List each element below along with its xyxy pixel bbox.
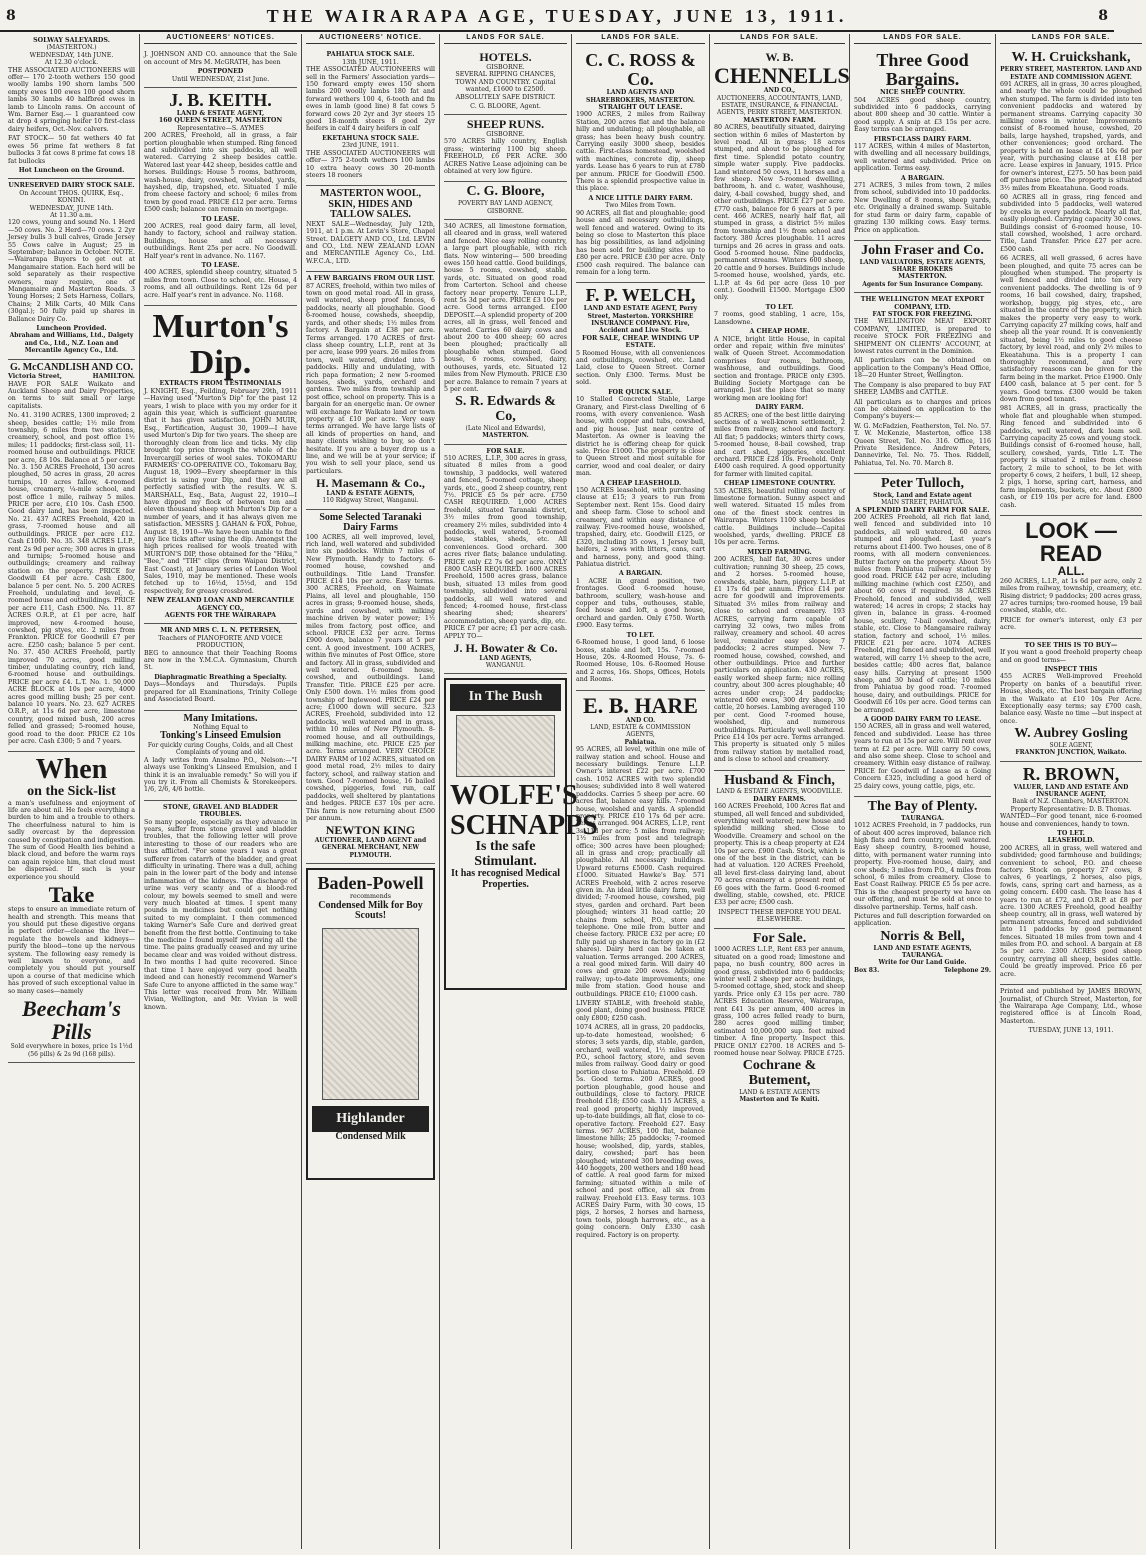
bay-of-plenty-body: 1012 ACRES Freehold, in 7 paddocks, run of about 400 acres improved, balance rich high flats and fern country, well watered. Easy sheep country, 8-roomed house, ditto, with permanent water running into property. Five-roomed house, dairy, and cow sheds; 3 miles from P.O., 4 miles from school, 6 miles from creamery. Close to East Coast Railway. PRICE £5 5s per acre. This is the cheapest property we have on our offering, and must be sold at once to dissolve partnership. Terms, half cash. — [854, 822, 991, 911]
brown-body: 200 ACRES, all in grass, well watered and subdivided; good farmhouse and buildings; convenient to school, P.O. and cheese factory. Stock on property 27 cows, 8 calves, 6 yearlings, 2 horses, also pigs, fowls, cans, spring cart and harness, as a going concern. £400 cash. The lease has 4 years to run at £72, and O.R.P. at £8 per acre. 1300 ACRES Freehold, good healthy sheep country, all in grass, well watered by permanent streams, fenced and subdivided into 11 paddocks by good permanent fences. Situated 18 miles from town and 4 miles from P.O. and school. A bargain at £8 5s per acre. 2300 ACRES good sheep country, carrying all sheep, besides cattle. Could be greatly improved. Price £6 per acre. — [1000, 844, 1142, 978]
cruickshank-sub: PERRY STREET, MASTERTON. LAND AND ESTATE AND COMMISSION AGENT. — [1000, 66, 1142, 81]
lease-farm-body: 150 ACRES, all in grass and well watered, fenced and subdivided. Lease has three years to run at 15s per acre. Will rent over term at £2 per acre. Will carry 50 cows, and also some sheep. Close to school and creamery. Within easy distance of railway. PRICE for Goodwill of Lease as a Going Concern £325, including a good herd of 25 dairy cows, young cattle, pigs, etc. — [854, 723, 991, 790]
petersen-title: MR AND MRS C. L. N. PETERSEN, — [160, 627, 281, 635]
wool-sales-body: NEXT SALE—Wednesday, July 12th, 1911, at 1 p.m. At Levin's Store, Chapel Street. DALGETY AND CO., Ltd. LEVIN and CO., Ltd. NEW ZEALAND LOAN and MERCANTILE Agency Co., Ltd. W.F.C.A., LTD. — [306, 220, 435, 265]
beechams-take-body: steps to ensure an immediate return of health and strength. This means that you should put these digestive organs in perfect order—cleanse the liver—regulate the bowels and kidneys—purify the blood—tone up the nervous system. The following easy remedy is well known to everyone, and completely you should put yourself upon a course of that medicine which has proved of such exceptional value in so many cases—namely — [8, 906, 135, 995]
cheap-leasehold-title: A CHEAP LEASEHOLD. — [599, 479, 682, 487]
highlander-ad — [306, 868, 435, 1180]
husband-finch-ad — [714, 771, 845, 929]
brown-to-let: TO LET. — [1057, 829, 1085, 837]
masemann-address: 110 Ridgway Street, Wanganui. — [322, 497, 419, 505]
cruickshank-title: W. H. Cruickshank, — [1011, 50, 1131, 66]
luncheon: Hot Luncheon on the Ground. — [18, 166, 125, 174]
splendid-title: A SPLENDID DAIRY FARM FOR SALE. — [855, 506, 990, 514]
newton-king-sub: AUCTIONEER, LAND AGENT and GENERAL MERCHANT, NEW PLYMOUTH. — [314, 837, 427, 859]
column-3-header: AUCTIONEERS' NOTICE. — [306, 34, 435, 44]
nice-sheep-title: NICE SHEEP COUNTRY. — [879, 89, 966, 97]
chennells-ad — [714, 48, 850, 770]
keith-ad — [144, 88, 297, 306]
beechams-when: When — [35, 754, 108, 786]
solway-date: WEDNESDAY, 14th JUNE. — [29, 51, 114, 59]
nice-farm-title: A NICE LITTLE DAIRY FARM. — [588, 194, 693, 202]
fat-stock-title: FAT STOCK FOR FREEZING. — [872, 311, 973, 319]
chennells-sub: AUCTIONEERS, ACCOUNTANTS, LAND, ESTATE, INSURANCE, & FINANCIAL AGENTS, PERRY STREET, MASTERTON. — [716, 94, 843, 117]
cruickshank-body-2: 60 ACRES all in grass, ring fenced and subdivided into 5 paddocks, well watered by creeks in every paddock. Nearly all flat, easily ploughed. Carrying capacity 30 cows. Buildings consist of 6-roomed house, 10-stall cowshed, woolshed, 1 acre orchard. Title, Land Transfer. Price £27 per acre. £500 cash. — [1000, 194, 1142, 253]
first-class-body: 117 ACRES, within 4 miles of Masterton, with dwelling and all necessary buildings, well watered and subdivided. Price on application. Terms easy. — [854, 143, 991, 173]
wolfes-ad — [444, 678, 598, 990]
gosling-ad — [1000, 639, 1142, 762]
tauranga-title: TAURANGA. — [900, 814, 945, 822]
ross-sub: LAND AGENTS AND SHAREBROKERS, MASTERTON. — [585, 89, 695, 104]
keith-lease1: 200 ACRES, real good dairy farm, all level, handy to factory, school and railway station. Buildings, house and all necessary outbuildings. Rent 25s per acre. No Goodwill. Half year's rent in advance. No. 1167. — [144, 223, 297, 260]
straight-lease-title: STRAIGHT OUT LEASE. — [598, 104, 683, 111]
look-read-ad — [1000, 516, 1142, 639]
nice-sheep-body: 504 ACRES good sheep country, subdivided into 6 paddocks, carrying about 800 sheep and 30 cattle. Winter a good supply. A snip at £3 15s per acre. Easy terms can be arranged. — [854, 96, 991, 134]
hotels-ad — [444, 48, 567, 115]
edwards-sub: (Late Nicol and Edwards), — [465, 424, 546, 432]
limestone-body: 535 ACRES, beautiful rolling country of limestone formation. Sunny aspect and well watered. Situated 15 miles from one of the finest stock centres in Wairarapa. Winters 1100 sheep besides cattle. Buildings include—Capital woolshed, yards, dwelling. PRICE £8 10s per acre. Terms. — [714, 487, 845, 547]
fraser-place: MASTERTON. — [898, 273, 947, 281]
sheep-runs-body: 570 ACRES hilly country, English grass; wintering 1100 big sheep. FREEHOLD, £6 PER ACRE. 300 ACRES Native Lease adjoining can be obtained at very low figure. — [444, 138, 567, 176]
unreserved-date: WEDNESDAY, JUNE 14th. — [29, 204, 114, 212]
norris-title: Norris & Bell, — [880, 928, 965, 944]
column-6-header: LANDS FOR SALE. — [714, 34, 845, 44]
stone-title: STONE, GRAVEL AND BLADDER TROUBLES. — [163, 803, 278, 819]
see-this-body: If you want a good freehold property cheap and on good terms— — [1000, 649, 1142, 664]
chennells-wb: W. B. — [765, 50, 794, 65]
petersen-diaphragm: Diaphragmatic Breathing a Specialty. — [154, 673, 287, 681]
brown-leasehold: LEASEHOLD. — [1047, 837, 1095, 845]
highlander-condensed-milk: Condensed Milk — [335, 1131, 406, 1143]
bowater-title: J. H. Bowater & Co. — [453, 641, 558, 656]
hare-co: AND CO. — [625, 716, 656, 724]
johnson-ad — [144, 48, 297, 88]
mccandlish-street: Victoria Street, — [8, 373, 62, 381]
norris-box: Box 83. — [854, 966, 880, 974]
petersen-days: Days—Mondays and Thursdays. Pupils prepared for all Examinations, Trinity College and Associated Board. — [144, 681, 297, 704]
cheap-title: FOR SALE, CHEAP. WINDING UP ESTATE. — [582, 334, 699, 350]
nzloan: NEW ZEALAND LOAN AND MERCANTILE AGENCY CO., — [146, 597, 295, 612]
beechams-sick-list: on the Sick-list — [27, 783, 116, 799]
husband-finch-title: Husband & Finch, — [724, 772, 835, 788]
mccandlish-listings: No. 41. 3190 ACRES, 1300 improved; 2 sheep, besides cattle; 1½ mile from township, 6 miles from two stations, creamery, school, and post office 1½ miles; 11 paddocks; first-class soil, 11-roomed house and outbuildings. PRICE per acre, £8 10s. Balance at 5 per cent. No. 3. 150 ACRES Freehold, 130 acres ploughed, 50 acres in grass, 20 acres turnips, 10 acres fallow, 4-roomed house, creamery, ¼-mile school, and post office 1 mile, railway 5 miles. PRICE per acre, £10 10s. Cash £500. Good dairy land, has been inspected. No. 21. 437 ACRES Freehold, 420 in grass, 7-roomed house and all outbuildings. PRICE per acre £12. Cash £1000. No. 35. 348 ACRES L.I.P., rent 2s 9d per acre; 300 acres in grass and turnips; 5-roomed house and outbuildings; creamery and railway station on the property. PRICE for Goodwill £4 per acre. Cash £800, balance 5 per cent. No. 5. 200 ACRES Freehold, undulating and level, 6-roomed house and outbuildings. PRICE per acre £11, Cash £500. No. 11. 87 ACRES O.R.P., at £1 per acre, half improved, new 4-roomed house, cowshed, pig styes, etc. 2 miles from Frankton. PRICE for Goodwill £7 per acre. £250 cash; balance 5 per cent. No. 37. 450 ACRES Freehold, partly improved 70 acres, good milling timber, undulating country, rich land, 6-roomed house and outbuildings. PRICE per acre £4. L.T. No. 1. 50,000 ACRE BLOCK at 10s per acre, 4000 acres good milling bush; 25 per cent. balance 10 years. No. 23. 627 ACRES O.R.P., at 11s 6d per acre, limestone country, good mixed bush, 200 acres felled and grassed; 5-roomed house, good road to the door. PRICE £2 10s per acre. Cash £300; 5 and 7 years. — [8, 412, 135, 746]
column-8-header: LANDS FOR SALE. — [1000, 34, 1142, 44]
look-read-all: ALL. — [1057, 564, 1085, 579]
wellington-buyers-list: W. G. McFadzien, Featherston, Tel. No. 57. T. W. McKenzie, Masterton, office 138 Queen Street, Tel. No. 316. Office, 116 Private Residence. Andrew Peters, Dannevirke, Tel. No. 75. Thos. Riddell, Pahiatua, Tel. No. 70. March 8. — [854, 422, 991, 467]
murton-ad — [144, 306, 297, 624]
brown-sub: VALUER, LAND AND ESTATE AND INSURANCE AGENT, — [1013, 783, 1129, 798]
livery-body: LIVERY STABLE, with freehold stable, good plant, doing good business. PRICE only £800; £250 cash. — [576, 1000, 705, 1022]
mccandlish-town: HAMILTON. — [92, 373, 135, 381]
mixed-farming-body: 200 ACRES, half flat, 30 acres under cultivation; running 30 sheep, 25 cows, and 2 horses. 5-roomed house, cowsheds, stable, barn, piggery. L.I.P. at £1 17s 6d per annum. Price £14 per acre for goodwill and improvements. Situated 3½ miles from railway and close to school and creamery. 193 ACRES, carrying farm capable of carrying 32 cows, two miles from railway, creamery and school. 40 acres level, remainder easy slopes; 7 paddocks; 2 acres stumped. New 7-roomed house, cowshed, cowshed, and other outbuildings. Price and further particulars on application. 430 ACRES, easily worked sheep farm; nice rolling country, about 300 acres ploughable; 40 acres under crop; 24 paddocks; wintered 600 ewes, 300 dry sheep, 30 cattle, 20 horses. Lambing averaged 110 per cent. Good 7-roomed house, woolshed, dip, and numerous outbuildings. Particularly well sheltered. Price £14 10s per acre. Terms arranged. This property is situated only 5 miles from railway station by metalled road, and is close to school and creamery. — [714, 556, 845, 764]
murton-extracts: EXTRACTS FROM TESTIMONIALS — [159, 380, 282, 388]
keith-to-lease-2: TO LEASE. — [201, 262, 240, 270]
unreserved-ad — [8, 179, 135, 359]
solway-ad — [8, 34, 135, 179]
dairy-farm-body: 85 ACRES; one of the best little dairying sections of a well-known settlement, 2 miles from railway, school and factory. All flat; 5 paddocks; winters thirty cows, 5-roomed house, 8-bail cowshed, trap and cart shed, piggeries, excellent orchard. PRICE £28 10s. Freehold. Only £400 cash required. A good opportunity for farmer with limited capital. — [714, 411, 845, 478]
limestone-title: CHEAP LIMESTONE COUNTRY. — [723, 480, 836, 488]
tulloch-sub: Stock, Land and Estate agent — [873, 491, 972, 499]
column-5 — [572, 34, 710, 1549]
keith-rep: Representative—S. AYMES — [177, 124, 264, 132]
petersen-ad — [144, 624, 297, 710]
bargains-title: A FEW BARGAINS FROM OUR LIST. — [306, 275, 435, 283]
pahiatua-ad — [306, 48, 435, 186]
first-class-title: FIRST-CLASS DAIRY FARM. — [873, 135, 972, 143]
petersen-sub: Teachers of PIANOFORTE AND VOICE PRODUCTION, — [158, 634, 283, 650]
column-2 — [140, 34, 302, 1549]
quick-body: 10 Stalled Concreted Stable, Large Granary, and First-class Dwelling of 6 rooms, with every convenience. Wash house, with copper and tubs, cowshed, and pig house. Just near centre of Masterton. As owner is leaving the district he is offering cheap for quick sale. Price £1000. The property is close to Queen Street and most suitable for carrier, wood and coal dealer, or dairy man. — [576, 396, 705, 478]
fraser-title: John Fraser and Co. — [861, 242, 984, 258]
norris-write: Write for Our Land Guide. — [878, 959, 967, 967]
edwards-place: MASTERTON. — [482, 432, 529, 440]
wellington-body: THE WELLINGTON MEAT EXPORT COMPANY, LIMITED, is prepared to receive STOCK FOR FREEZING and SHIPMENT ON CLIENTS' ACCOUNT, at lowest rates current in the Dominion. — [854, 318, 991, 356]
brown-rep: Property Representative: D. B. Thomas. — [1010, 805, 1132, 813]
cochrane-for-sale: For Sale. — [752, 930, 807, 946]
page-number-right: 8 — [1098, 8, 1108, 24]
cheap-body: 5 Roomed House, with all conveniences and outbuildings, cowshed, etc. Land Laid, close to Queen Street. Corner section. Only £300. Terms. Must be sold. — [576, 349, 705, 387]
imprint-date: TUESDAY, JUNE 13, 1911. — [1028, 1027, 1114, 1035]
gosling-title: W. Aubrey Gosling — [1014, 726, 1128, 742]
cochrane-sub: LAND & ESTATE AGENTS — [739, 1088, 820, 1096]
boy-scout-illustration — [322, 928, 419, 1100]
inspect-these: INSPECT THESE BEFORE YOU DEAL ELSEWHERE. — [718, 908, 841, 924]
to-let-body: 6-Roomed house, 1 good land, 6 loose boxes, stable and loft, 15s. 7-roomed House, 20s. 4-Roomed House, 7s. 6-Roomed House, 10s. 6-Roomed House and 2 acres, 16s. Shops, Offices, Hotels and Rooms. — [576, 639, 705, 684]
tonking-ad — [144, 711, 297, 801]
beechams-take: Take — [48, 882, 95, 908]
edwards-ad — [444, 220, 567, 445]
cheap-leasehold-body: 150 ACRES leasehold, with purchasing clause at £15; 3 years to run from September next. Rent 15s. Good dairy and sheep farm. Close to school and creamery, and within easy distance of railway. Five-roomed house, woolshed, trapshed, dairy, etc. Goodwill £125, or £320, including 35 cows, 1 Jersey bull, heifers, 2 sows with litters, cans, cart and harness, pony, and good thing. Pahiatua district. — [576, 486, 705, 569]
postponed: POSTPONED — [197, 68, 244, 76]
bowater-sub: LAND AGENTS, — [479, 654, 532, 662]
bowater-for-sale: FOR SALE. — [486, 447, 525, 455]
imprint — [1000, 985, 1142, 1038]
brown-ad — [1000, 762, 1142, 985]
look-read-body: 260 ACRES, L.I.P., at 1s 6d per acre, only 2 miles from railway, township, creamery, etc. Rising district; 9 paddocks; 200 acres grass, 27 acres turnips; two-roomed house, 19 bail cowshed, stable, etc. — [1000, 577, 1142, 615]
eketahuna-date: 23rd JUNE, 1911. — [341, 142, 400, 150]
newspaper-title: THE WAIRARAPA AGE, TUESDAY, JUNE 13, 1911. — [266, 6, 848, 26]
masemann-sub: LAND & ESTATE AGENTS, — [326, 489, 415, 497]
brown-address: Bank of N.Z. Chambers, MASTERTON. — [1012, 798, 1130, 806]
welch-title: F. P. WELCH, — [585, 285, 696, 306]
luncheon-provided: Luncheon Provided. — [36, 325, 107, 333]
cheap-home-title: A CHEAP HOME. — [749, 328, 810, 336]
unreserved-body: 120 cows, young and sound No. 1 Herd—50 cows. No. 2 Herd—70 cows. 2 2yr Jersey bulls 3 bull calves, Grade Jersey 55 Cows calve in August; 25 in September; balance in October. NOTE.—Wairarapa Buyers to get out at Mangamaire station. Each herd will be sold separately as their respective owners, may require, one of Mangamaire and Masterton Roads. 3 Young Horses; 2 Sets Harness, Collars, Chains; 2 Milk Carts, 40 Milk Cans (30gal.); 50 fully paid up shares in Ballance Dairy Co. — [8, 219, 135, 323]
wool-sales-title: MASTERTON WOOL, SKIN, HIDES AND TALLOW SALES. — [320, 188, 421, 221]
hare-sub: LAND, ESTATE & COMMISSION AGENTS, — [590, 724, 691, 739]
fat-stock: FAT STOCK— 50 fat wethers 40 fat ewes 56 prime fat wethers 8 fat bullocks 3 fat cows 8 prime fat cows 18 fat bullocks — [8, 135, 135, 165]
masemann-ad — [306, 272, 435, 509]
bay-of-plenty-ad — [854, 797, 991, 978]
column-5-header: LANDS FOR SALE. — [576, 34, 705, 44]
highlander-recommends: recommends — [349, 893, 392, 901]
taranaki-ad — [306, 510, 435, 865]
gosling-place: FRANKTON JUNCTION, Waikato. — [1015, 749, 1127, 757]
eketahuna-body: THE ASSOCIATED AUCTIONEERS will offer— 375 2-tooth wethers 100 lambs 10 extra heavy cows 30 20-month steers 18 rooners — [306, 149, 435, 179]
keith-sub: LAND & ESTATE AGENT, — [176, 109, 265, 117]
column-2-header: AUCTIONEERS' NOTICES. — [144, 34, 297, 44]
cochrane-title: Cochrane & Butement, — [742, 1058, 817, 1089]
wellington-title: THE WELLINGTON MEAT EXPORT COMPANY, LTD. — [860, 296, 985, 311]
beechams-small: Sold everywhere in boxes, price 1s 1½d (56 pills) & 2s 9d (168 pills). — [10, 1043, 133, 1058]
sheep-runs-place: GISBORNE. — [486, 131, 525, 139]
column-3 — [302, 34, 440, 1549]
edwards-title: S. R. Edwards & Co, — [455, 394, 556, 424]
page-number-left: 8 — [6, 8, 16, 24]
hare-title: E. B. HARE — [583, 692, 698, 718]
straight-lease-body: 1900 ACRES, 2 miles from Railway Station, 200 acres flat and the balance hilly and undulating; all ploughable, all grass; has been heavy bush country. Carrying easily 3000 sheep, besides cattle. First-class homestead, woolshed with machines, concrete dip, sheep yards. Lease has 6 years to run at £780 per annum. PRICE for Goodwill £500. There is a splendid prospective value in this place. — [576, 111, 705, 193]
brown-title: R. BROWN, — [1022, 763, 1120, 784]
masthead — [0, 0, 1114, 32]
wellington-particulars: All particulars can be obtained on application to the Company's Head Office, 18—20 Hunter Street, Wellington. — [854, 357, 991, 380]
murton-title: Murton's Dip. — [152, 308, 289, 381]
inspect-this-title: INSPECT THIS — [1044, 665, 1098, 673]
hare-place: Pahiatua. — [624, 738, 657, 746]
beechams-pills: Beecham's Pills — [22, 995, 121, 1045]
hare-ad — [576, 691, 705, 1246]
wolfes-in-the-bush: In The Bush — [450, 684, 561, 711]
keith-body: 200 ACRES, Freehold, all in grass, a fair portion ploughable when stumped. Ring fenced and subdivided into six paddocks, all well watered. Carrying 2 sheep besides cattle. Watered last year 442 sheep, besides cattle and horses. Buildings: House 5 rooms, bathroom, wash-house, dairy, cowshed, woolshed, yards, hayshed, dip, trapshed, etc. Situated 1 mile from cheese factory and school; 6 miles from town by good road. PRICE £12 per acre. Terms £500 cash; balance can remain on mortgage. — [144, 132, 297, 214]
beechams-ad — [8, 752, 135, 1063]
column-4 — [440, 34, 598, 1549]
beechams-sick-body: a man's usefulness and enjoyment of life are about nil. He feels everything a burden to him and a trouble to others. The cheerfulness natural to him is sadly overcast by the depression caused by constipation and indigestion. The sum of Good Health lies behind a black cloud, and before the warm rays can again rejoice him, that cloud must be dispersed. If such is your experience you should — [8, 799, 135, 881]
postponed-until: Until WEDNESDAY, 21st June. — [171, 75, 270, 83]
tulloch-address: MAIN STREET, PAHIATUA. — [881, 499, 964, 507]
stone-body: So many people, especially as they advance in years, suffer from stone gravel and bladder troubles, that the following letter will prove interesting to those of our readers who are thus afflicted. "For some years I was a great sufferer from catarrh of the bladder, and great difficulty in urinating. There was a dull, aching pain in the lower part of the body and intense inflammation of the kidneys. The discharge of urine was very scanty and of a blood-red colour, my bowels seemed to smell and were very much bloated at times. I spent many pounds in medicines but could get nothing suited to my complaint. I then commenced taking Warner's Safe Cure and derived great benefit from the first bottle. Continuing to take the medicine I found myself improving all the time. The pains gradually ceased and my urine became clear and was voided without distress. In two months I had quite recovered. Since that time I have enjoyed very good health indeed and can honestly recommend Warner's Safe Cure to anyone afflicted in the same way." This letter was received from Mr. William Vivian, Wellington, and Mr. Vivian is well known. — [144, 818, 297, 1011]
fraser-ad — [854, 241, 991, 293]
wolfes-title: WOLFE'S SCHNAPPS — [450, 780, 598, 841]
masemann-title: H. Masemann & Co., — [316, 476, 425, 491]
bowater-ad — [444, 445, 567, 675]
three-bargains-ad — [854, 48, 991, 241]
imprint-text: Printed and published by JAMES BROWN, Journalist, of Church Street, Masterton, for the Wairarapa Age Company, Ltd., whose registered office is at Lincoln Road, Masterton. — [1000, 988, 1142, 1025]
cheap-home-body: A NICE, bright little House, in capital order and repair, within five minutes' walk of Queen Street. Accommodation comprises four rooms, bathroom, washhouse, and outbuildings. Good section and frontage. PRICE only £395. Building Society Mortgage can be arranged. Just the place that so many working men are looking for! — [714, 335, 845, 402]
tulloch-ad — [854, 474, 991, 797]
wolfes-medical: It has recognised Medical Properties. — [451, 868, 560, 890]
cruickshank-ad — [1000, 48, 1142, 516]
solway-place: (MASTERTON.) — [46, 44, 97, 52]
keith-address: 160 QUEEN STREET, MASTERTON — [158, 117, 283, 125]
sheep-runs-title: SHEEP RUNS. — [466, 117, 545, 132]
welch-sub: LAND AND ESTATE AGENT, Perry Street, Masterton. YORKSHIRE INSURANCE COMPANY. Fire, Accident and Live Stock. — [583, 305, 698, 335]
tonking-nothing: Nothing Equal to — [193, 724, 248, 732]
stone-ad — [144, 801, 297, 1017]
gosling-sub: SOLE AGENT, — [1049, 741, 1093, 749]
edwards-listings: 340 ACRES, all limestone formation, all cleared and in grass, well watered and fenced. Nice easy rolling country, a large part ploughable, with rich flats. Now wintering— 500 breeding ewes 150 head cattle. Good buildings, house 5 rooms, cowshed, stable, yards, etc. Situated on good road from Carterton. School and cheese factory near property. Tenure L.I.P., rent 5s 3d per acre. PRICE £3 10s per acre. Good terms arranged. £100 DEPOSIT.—A splendid property of 200 acres, all in grass, well fenced and watered. Carries 60 dairy cows and about 200 to 400 sheep; 60 acres been ploughed; practically all ploughable when stumped. Good house, 6 rooms, cowshed, dairy, outhouses, yards, etc. Situated 12 miles from New Plymouth. PRICE £30 per acre. Balance to remain 7 years at 5 per cent. — [444, 222, 567, 393]
fraser-sub: LAND VALUATORS, ESTATE AGENTS, SHARE BROKERS — [859, 258, 986, 273]
unreserved-on: On Account THOS. QUIRK, Esq., KONINI. — [19, 189, 124, 205]
column-7-header: LANDS FOR SALE. — [854, 34, 991, 44]
tulloch-body: 200 ACRES Freehold, all rich flat land, well fenced and subdivided into 10 paddocks, all well watered, 60 acres stumped and ploughed. Last year's returns about £1400. Two houses, one of 8 rooms, with all modern conveniences. Butter factory on the property. About 5½ miles from Pahiatua railway station by good road. PRICE £42 per acre, including milking machine (which cost £250), and about 60 cows if required. 38 ACRES Freehold, fenced and subdivided, well watered; 14 acres in crops; 2 stacks hay given in, balance in grass. 4-roomed house, scullery, 7-bail cowshed, dairy, stable, etc. Close to Mangamaire railway station, factory and school, 1½ miles. PRICE £21 per acre. 1074 ACRES Freehold, ring fenced and subdivided, well watered, will carry 1½ sheep to the acre, besides cattle; 400 acres flat, balance easy hills. Carrying at present 1500 sheep, and 30 head of cattle; 10 miles from Pahiatua by good road. 7-roomed house, dairy, and outbuildings. PRICE for Goodwill £6 10s per acre. Good terms can be arranged. — [854, 514, 991, 714]
solway-title: SOLWAY SALEYARDS. — [33, 37, 110, 44]
unreserved-time: At 11.30 a.m. — [50, 211, 93, 219]
to-let-title: TO LET. — [626, 631, 655, 639]
a-bargain-body: 271 ACRES, 3 miles from town, 2 miles from school, subdivided into 10 paddocks. New Dwelling of 8 rooms, sheep yards, etc. Originally a drained swamp. Suitable for stud farm or dairy farm, capable of grazing 130 milking cows. Easy terms. Price on application. — [854, 182, 991, 234]
tulloch-title: Peter Tulloch, — [881, 476, 964, 492]
bowater-body: 510 ACRES, L.I.P., 300 acres in grass, situated 8 miles from a good township, 3 paddocks, well watered and fenced, 5-roomed cottage, sheep yards, etc., good 2 sheep country, rent 7½. PRICE £5 5s per acre. £750 CASH REQUIRED. 1,000 ACRES freehold, situated Taranaki district, 3½ miles from good township, creamery 2½ miles, subdivided into 4 paddocks, well watered, 5-roomed house, stables, sheds, etc. All conveniences. Good orchard. 300 acres river flats; balance undulating. PRICE only £2 7s 6d per acre. ONLY £800 CASH REQUIRED. 1600 ACRES Freehold, 1500 acres grass, balance bush, situated 13 miles from good township, subdivided into several paddocks, all well watered and fenced; 4-roomed house, first-class shearing shed; shearers' accommodation, sheep yards, dip, etc. PRICE £7 per acre; £1 per acre cash. APPLY TO— — [444, 454, 567, 640]
column-7 — [850, 34, 996, 1549]
highlander-baden: Baden-Powell — [317, 873, 424, 894]
nzloan-agents: AGENTS FOR THE WAIRARAPA — [164, 612, 277, 620]
pahiatua-body: THE ASSOCIATED AUCTIONEERS will sell in the Farmers' Association yards— 150 forward empty ewes 150 shorn lambs 200 woolly lambs 180 fat and forward wethers 100 4, 6-tooth and fm ewes in lamb (good line) 8 fat cows 5 forward cows 20 2yr and 3yr steers 15 good 18-month steers 8 good 2yr heifers in calf 4 dairy heifers in calf — [306, 66, 435, 133]
mixed-farming-title: MIXED FARMING. — [747, 548, 812, 556]
keith-to-lease: TO LEASE. — [201, 215, 240, 223]
mccandlish-title: G. McCANDLISH AND CO. — [9, 361, 134, 373]
petersen-body: BEG to announce that their Teaching Rooms are now in the Y.M.C.A. Gymnasium, Church St. — [144, 649, 297, 672]
ross-title: C. C. ROSS & Co. — [585, 50, 696, 90]
mccandlish-intro: HAVE FOR SALE Waikato and Auckland Sheep and Dairy Properties, on terms to suit small or large capitalists. — [8, 380, 135, 410]
hotels-body: SEVERAL RIPPING CHANCES, TOWN AND COUNTRY. Capital wanted, £1600 to £2500. ABSOLUTELY SAFE DISTRICT. — [455, 71, 556, 101]
bowater-place: WANGANUI. — [485, 662, 526, 670]
norris-telephone: Telephone 29. — [944, 966, 991, 974]
column-4-header: LANDS FOR SALE. — [444, 34, 567, 44]
norris-sub: LAND AND ESTATE AGENTS, TAURANGA. — [873, 944, 972, 959]
abraham-williams: Abraham and Williams, Ltd., Dalgety and Co., Ltd., N.Z. Loan and Mercantile Agency Co., Ltd. — [9, 332, 134, 355]
column-1 — [4, 34, 140, 1549]
welch-ad — [576, 283, 705, 690]
dairy-farms-title: DAIRY FARMS. — [753, 795, 806, 803]
nice-farm-body: 90 ACRES, all flat and ploughable; good house and all necessary outbuildings, well fenced and watered. Owing to its being so close to Masterton this place has big possibilities, as land adjoining has been sold for building sites up to £80 per acre. PRICE £30 per acre. Only £500 cash required. The balance can remain for a long term. — [576, 209, 705, 276]
cochrane-ad — [714, 929, 845, 1108]
three-bargains-title: Three Good Bargains. — [876, 50, 969, 90]
bargain-title: A BARGAIN. — [618, 570, 663, 578]
wellington-meat-ad — [854, 293, 991, 474]
columns — [4, 34, 1142, 1549]
masterton-farm-body: 80 ACRES, beautifully situated, dairying section within 6 miles of Masterton by level road. All in grass; 18 acres stumped, and about to be ploughed for first time. Splendid potato country, simple water supply. Five paddocks. Land wintered 50 cows, 11 horses and a few sheep. New 5-roomed dwelling, bathroom, h. and c. water, washhouse, dairy, 4-bail cowshed, buggy shed, and other outbuildings. PRICE £27 per acre. £770 cash, balance for 6 years at 5 per cent. 466 ACRES, nearly half flat, all stumped in grass, a district 5½ miles from township and 1½ from school and factory. 380 Acres ploughable. 11 acres turnips and 26 acres in grass and oats. Good 5-roomed house. Nine paddocks, permanent streams. Winters 600 sheep, 20 cattle and 9 horses. Buildings include 5-roomed house, woolshed, yards, etc. L.I.P. at 4s 6d per acre (less 10 per cent.). Goodwill £1500. Mortgage £300 only. — [714, 124, 845, 302]
column-6 — [710, 34, 850, 1549]
cochrane-place: Masterton and Te Kuiti. — [739, 1096, 820, 1104]
chennells-to-let: TO LET. — [765, 303, 794, 311]
pahiatua-title: PAHIATUA STOCK SALE. — [326, 51, 415, 59]
unreserved-title: UNRESERVED DAIRY STOCK SALE. — [8, 182, 135, 190]
tonking-title: Tonking's Linseed Emulsion — [160, 730, 281, 742]
hare-body-2: 1074 ACRES, all in grass, 20 paddocks, up-to-date homestead, woolshed; 6 stores; 3 sets yards, dip, stable, garden, orchard, well watered, 1½ miles from P.O., school factory, store, and seven miles from railway. Good dairy or good portion close to Pahiatua. Freehold. £9 5s. Good terms. 200 ACRES, good portion ploughable, good house and outbuildings, close to factory. PRICE freehold £18; £550 cash. 115 ACRES, a real good property, highly improved, up-to-date buildings, all flat, close to co-operative factory. Freehold £27. Easy terms. 967 ACRES, 100 flat, balance limestone hills; 25 paddocks; 7-roomed house; woolshed, dip, yards, stables, dairy, cowshed; part has been ploughed; wintered 300 breeding ewes, 440 hoggets, 200 wethers and 180 head of cattle. A real good farm for mixed farming; situated within a mile of school and post office, all six from railway. Freehold £13. Easy terms. 103 ACRES Dairy Farm, with 30 cows, 15 pigs, 2 horses, 2 horses and harness, town tools, plough harrows, etc., as a going concern. Only £330 cash required. Factory is on property. — [576, 1024, 705, 1239]
hotels-place: GISBORNE. — [486, 64, 525, 71]
keith-title: J. B. KEITH. — [169, 90, 272, 111]
quick-title: FOR QUICK SALE. — [608, 388, 673, 396]
highlander-condensed: Condensed Milk for Boy Scouts! — [318, 899, 423, 922]
newton-king: NEWTON KING — [325, 823, 416, 838]
solway-time: At 12.30 o'clock. — [44, 59, 99, 67]
column-8 — [996, 34, 1146, 1549]
look-read-title: LOOK — READ — [1025, 518, 1117, 567]
cruickshank-body-4: 981 ACRES, all in grass, practically the whole flat and ploughable when stumped. Ring fenced and subdivided into 6 paddocks, well watered, dark loam soil. Carrying capacity 25 cows and young stock. Buildings consist of 6-roomed house, hall, scullery, cowshed, yards, Title L.T. The property is situated 2 miles from cheese factory, 2 mile to school, to be let with property 6 cows, 2 heifers, 1 bull, 12 sheep, 2 pigs, 1 horse, spring cart, harness, and farm implements, buckets, etc. About £800 cash, or £19 10s per acre for land. £800 cash. — [1000, 405, 1142, 509]
dairy-farm-title: DAIRY FARM. — [755, 404, 804, 412]
lease-farm-title: A GOOD DAIRY FARM TO LEASE. — [863, 716, 982, 724]
wellington-buy: The Company is also prepared to buy FAT SHEEP, LAMBS and CATTLE. — [854, 381, 991, 397]
tonking-sub: For quickly curing Coughs, Colds, and all Chest Complaints of young and old. — [147, 741, 294, 757]
hotels-title: HOTELS. — [479, 50, 532, 65]
wool-sales-ad — [306, 186, 435, 272]
look-read-price: PRICE for owner's interest, only £3 per acre. — [1000, 616, 1142, 632]
chennells-co: AND CO., — [763, 87, 796, 95]
pahiatua-date: 13th JUNE, 1911. — [342, 58, 399, 66]
bush-illustration — [456, 715, 555, 777]
cruickshank-body-1: 691 ACRES, all in grass, 30 acres ploughed, and nearly the whole could be ploughed when stumped. The farm is divided into ten convenient paddocks and watered by permanent streams. Carrying capacity 30 milking cows in winter. Improvements consist of 8-roomed house, cowshed, 20 bails, large hayshed, trapshed, yards, and other conveniences; good orchard. The property is held on lease at £4 10s 6d per year, with purchasing clause at £18 per acre. Lease expires in January, 1915. Price for owner's interest, £275. 50 has been paid off purchase price. The property is situated 3½ miles from Ekeatahuna. Good roads. — [1000, 80, 1142, 192]
nice-farm-sub: Two Miles from Town. — [605, 202, 676, 210]
fraser-agents: Agents for Sun Insurance Company. — [862, 280, 983, 288]
johnson-body: J. JOHNSON AND CO. announce that the Sale on account of Mrs M. McGRATH, has been — [144, 51, 297, 66]
bloore-ad — [444, 182, 567, 220]
bloore-sub: POVERTY BAY LAND AGENCY, GISBORNE. — [458, 200, 553, 215]
tonking-body: A lady writes from Ansalmo P.O., Nelson:—"I always use Tonking's Linseed Emulsion, and I think it is an invaluable remedy." So will you if you try it. From all Chemists & Storekeepers. 1/6, 2/6, 4/6 bottle. — [144, 756, 297, 794]
wellington-buyers: All particulars as to charges and prices can be obtained on application to the Company's buyers:— — [854, 398, 991, 421]
cruickshank-body-3: 66 ACRES, all well grassed, 6 acres have been ploughed, and quite 75 acres can be ploughed when stumped. The property is well fenced and divided into ten very convenient paddocks. The dwelling is of 9 rooms, 16 bail cowshed, dairy, trapshed, workshop, buggy, pig styes, etc., are situated in the centre of the property, which makes the property very easy to work. Carrying capacity 27 milking cows, half and sheep all the year round. It is conveniently situated, being 1½ miles to good cheese factory, by level road, and only 2½ miles to Ekeatahuna. This is a property I can thoroughly recommend, and very satisfactory reasons can be given for the farm being in the market. Price £1900. Only £400 cash, balance at 5 per cent. for 5 years. Good terms. £300 would be taken down from good tenant. — [1000, 255, 1142, 403]
hare-body: 95 ACRES, all level, within one mile of railway station and school. House and necessary buildings. Tenure L.I.P. Owner's interest £22 per acre. £700 cash. 1052 ACRES with two splendid houses; subdivided into 8 well watered paddocks. Carries 5 sheep per acre. 60 acres flat, balance easy hills. 7-roomed house, woolshed and yards. A splendid property. PRICE £10 17s 6d per acre. Terms arranged. 904 ACRES, L.I.P., rent 3s 11d per acre; 5 miles from railway; 1½ miles from post and telegraph office; 300 acres have been ploughed; all in grass and crop; practically all ploughable. All necessary buildings. Upward returns £5000. Cash required £1000. Situated Hawke's Bay. 571 ACRES Freehold, with 2 acres reserve given in. An ideal little dairy farm, well divided; 7-roomed house, cowshed, pig styes, garden and orchard. Part been ploughed; winters 31 head cattle; 20 chains from school, P.O., store and telephone. One mile from butter and cheese factory. PRICE £32 per acre; £0 fully paid up shares in factory go in (£2 shares). Dairy herd can be taken at valuation. Terms arranged. 200 ACRES, a real good mixed farm. Will dairy 40 cows and graze 200 ewes. Adjoining railway; up-to-date improvements; one mile from station. Good house and outbuildings. PRICE £10; £1000 cash. — [576, 746, 705, 998]
chennells-to-let-body: 7 rooms, good stabling, 1 acre, 15s, Lansdowne. — [714, 311, 845, 326]
murton-body: J. KNIGHT, Esq., Feilding, February 29th, 1911—Having used "Murton's Dip" for the past 12 years, I wish to place with you my order for it again this year, which is sufficient guarantee that it has given satisfaction. JOHN MUIR, Esq., Fortification, August 30, 1909—I have used Murton's Dip for two years. The sheep are thoroughly clean from lice and ticks. My clip brought top price through the whole of the Invercargill series of wool sales. TOKOMARU FARMERS' CO-OPERATIVE CO., Tokomaru Bay, August 18, 1909—Every sheepfarmer in this district is using your Dip, and they are all perfectly satisfied with the results. W. S. MARSHALL, Esq., Bata, August 22, 1910—I have dipped my flock of between ten and eleven thousand sheep with Murton's Dip for a number of years, and it has always given me satisfaction. MESSRS J. GAHAN & FOX, Pohue, August 18, 1910—We have been unable to find any lice ticks after using the dip. Amongst the high prices realised for wools treated with MURTON'S DIP, those obtained for the "Hiku," "Bee," and "TIH" clips (from Waipau District, East Coast), at January series of London Wool Sales, 1910, may be mentioned. These wools fetched up to 16½d, 15½d, and 15d respectively, for greasy crossbred. — [144, 387, 297, 595]
brown-wanted: WANTED—For good tenant, nice 6-roomed house and conveniences, handy to town. — [1000, 813, 1142, 828]
taranaki-body: 100 ACRES, all well improved, level, rich land, well watered and subdivided into six paddocks. Within 7 miles of New Plymouth. Handy to factory. 6-roomed house, cowshed and outbuildings. Title Land Transfer. PRICE £14 10s per acre. Easy terms. 300 ACRES, Freehold, on Waimate Plains, all level and ploughable, 150 acres in grass; 9-roomed house, sheds, yards and cowshed, with milking machine driven by water power; 1½ miles from factory, post office, and school. PRICE £32 per acre. Terms £900 down, balance 7 years at 5 per cent. A good investment. 100 ACRES, within five minutes of Post Office, store and factory. All in grass, subdivided and well watered. 6-roomed house, cowshed, and outbuildings. Land Transfer. Title. PRICE £25 per acre. Only £500 down. 1½ miles from good township of Inglewood. PRICE £24 per acre; £1000 down will secure. 323 ACRES, Freehold, subdivided into 12 paddocks, well watered and in grass, within 10 miles of New Plymouth. 8-roomed house, and all outbuildings, milking machine, etc. PRICE £25 per acre. Terms arranged. VERY CHOICE DAIRY FARM of 102 ACRES, situated on good metal road, 2½ miles to dairy factory, school, and railway station and town. Good 7-roomed house, 16 bailed cowshed, piggeries, fowl run, calf paddocks, well sheltered by plantations and hedges. PRICE £37 10s per acre. This farm is now returning about £500 per annum. — [306, 533, 436, 823]
bargains-body: 87 ACRES, freehold, within two miles of town on good metal road. All in grass, well watered, sheep proof fences, 6 paddocks, nearly all ploughable. Good 6-roomed house, cowsheds, sheepdip, yards, and other sheds; 1½ miles from factory. A Bargain at £38 per acre. Terms arranged. 170 ACRES of first-class sheep country, L.I.P., rent at 3s per acre, lease 999 years. 26 miles from town, well watered, divided into 5 paddocks. Hilly and undulating, with rich papa formation; 2 new 5-roomed houses, sheds, yards, orchard and gardens. Two miles from township and post office, school on property. This is a bargain for an energetic man. Or owner will exchange for Waikato land or town property at £10 per acre. Very easy terms arranged. We have large lists of all kinds of properties on hand, and many clients wishing to buy, so don't hesitate. If you are a buyer drop us a line, and we will be at your service; if you wish to sell your place, send us particulars. — [306, 282, 435, 475]
mccandlish-ad — [8, 360, 135, 753]
solway-body: THE ASSOCIATED AUCTIONEERS will offer— 170 2-tooth wethers 150 good woolly lambs 190 shorn lambs 500 empty ewes 100 ewes 100 good shorn lambs 30 lambs 40 halfbred ewes in lamb to Lincoln rams. On account of Wm. Barner Esq.— 1 guaranteed cow at drop 4 springing heifer 10 first-class dairy heifers, Oct.-Nov. calvers. — [8, 66, 135, 133]
ross-ad — [576, 48, 705, 283]
husband-finch-sub: LAND & ESTATE AGENTS, WOODVILLE. — [716, 788, 843, 796]
chennells-title: CHENNELLS — [714, 63, 850, 88]
keith-lease2: 400 ACRES, splendid sheep country, situated 5 miles from town. Close to school, etc. House, 4 rooms, and all outbuildings. Rent 12s 6d per acre. Half year's rent in advance. No. 1168. — [144, 269, 297, 299]
tonking-many: Many Imitations. — [183, 712, 258, 724]
wolfes-safe: Is the safe Stimulant. — [474, 838, 537, 869]
hotels-agent: C. G. BLOORE, Agent. — [470, 103, 541, 111]
eketahuna-title: EKETAHUNA STOCK SALE. — [322, 134, 419, 142]
gosling-body: 455 ACRES Well-improved Freehold Property on banks of a beautiful river. House, sheds, etc. The best bargain offering in the Waikato at £10 10s Per Acre. Exceptionally easy terms; say £700 cash, balance easy. Waste no time —but inspect at once. — [1000, 673, 1142, 725]
see-this-title: TO SEE THIS IS TO BUY— — [1024, 641, 1118, 649]
taranaki-title: Some Selected Taranaki Dairy Farms — [319, 511, 422, 534]
sheep-runs-ad — [444, 115, 567, 182]
pictures-note: Pictures and full description forwarded on application. — [854, 913, 991, 928]
cochrane-body: 1000 ACRES L.I.P., Rent £83 per annum, situated on a good road; limestone and papa, no bush country, 800 acres in good grass, subdivided into 6 paddocks; winter well 2 sheep per acre; buildings, 5-roomed cottage, shed, stock and sheep yards. Price only £3 15s per acre. 780 ACRES Education Reserve, Wairarapa, rent £41 3s per annum, 400 acres in grass, 100 acres felled ready to burn, 280 acres good milling timber, estimated 10,000,000 sup. feet mixed timber. A fine property. Inspect this. PRICE ONLY £2700. 18 ACRES and 5-roomed house near Solway. PRICE £725. — [714, 946, 845, 1058]
husband-finch-body: 160 ACRES Freehold, 100 Acres flat and stumped, all well fenced and subdivided, everything well watered; new house and splendid milking shed. Close to Woodville. Creamery and school on the property. This is a cheap property at £24 10s per acre. £900 Cash. Stock, which is one of the best in the district, can be had at valuation. 120 ACRES Freehold, all level first-class dairying land, about 70 acres creamery at a present rent of £6 goes with the farm. Good 6-roomed dwelling, stable, cowshed, etc. PRICE £33 per acre; £500 cash. — [714, 803, 845, 907]
highlander-brand: Highlander — [312, 1106, 429, 1133]
masterton-farm-title: MASTERTON FARM. — [743, 116, 816, 124]
a-bargain-title: A BARGAIN. — [900, 174, 945, 182]
bargain-body: 1 ACRE in grand position, two frontages. Good 6-roomed house, bathroom, scullery, wash-house and copper and tubs, outhouses, stable, feed house and loft, a good house, orchard and garden. Only £750. Worth £900. Easy terms. — [576, 577, 705, 630]
bay-of-plenty-title: The Bay of Plenty. — [867, 799, 978, 815]
bloore-title: C. G. Bloore, — [466, 184, 545, 200]
